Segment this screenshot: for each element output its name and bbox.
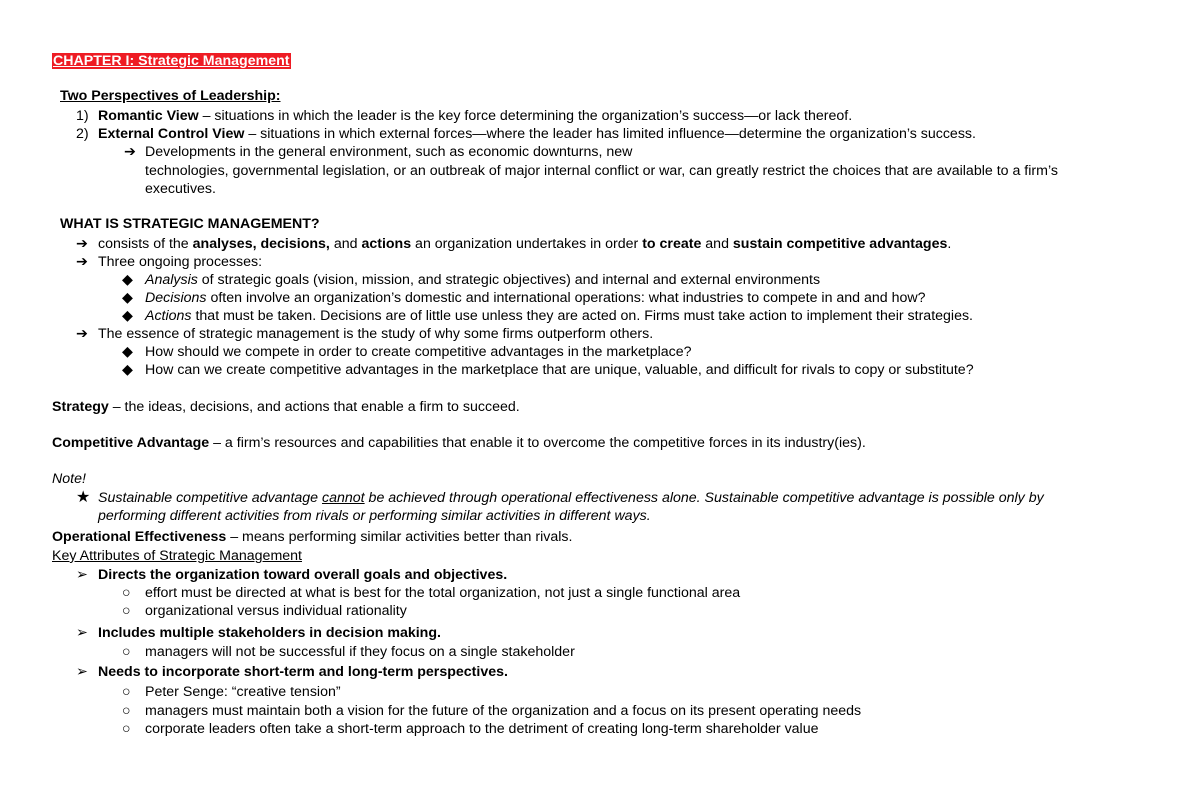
circle-bullet-icon: ○: [122, 603, 131, 619]
leadership-arrow-line-1: ➔ Developments in the general environment, such as economic downturns, new: [124, 144, 633, 160]
attribute-1-sub-1: ○ effort must be directed at what is best for the total organization, not just a single functional area: [122, 585, 741, 601]
arrow-icon: ➔: [124, 144, 136, 160]
leadership-item-2: 2) External Control View – situations in which external forces—where the leader has limited influence—determine the organization’s success.: [76, 126, 976, 142]
note-line-2: performing different activities from rivals or performing similar activities in different ways.: [98, 508, 651, 524]
circle-bullet-icon: ○: [122, 585, 131, 601]
key-attributes-heading: Key Attributes of Strategic Management: [52, 548, 302, 564]
circle-bullet-icon: ○: [122, 703, 131, 719]
essence-question-2: ◆ How can we create competitive advantages in the marketplace that are unique, valuable, and difficult for rivals to copy or substitute?: [122, 362, 974, 378]
diamond-icon: ◆: [122, 308, 133, 324]
process-actions: ◆ Actions that must be taken. Decisions are of little use unless they are acted on. Firms must take action to implement their strategies.: [122, 308, 973, 324]
note-label: Note!: [52, 471, 86, 487]
leadership-arrow-line-2: technologies, governmental legislation, or an outbreak of major internal conflict or war, can greatly restrict the choices that are available to a firm’s: [145, 163, 1058, 179]
attribute-2: ➢ Includes multiple stakeholders in decision making.: [76, 625, 441, 641]
star-icon: ★: [76, 489, 91, 506]
leadership-item-1: 1) Romantic View – situations in which the leader is the key force determining the organization’s success—or lack thereof.: [76, 108, 853, 124]
chevron-icon: ➢: [76, 625, 88, 641]
competitive-advantage-definition: Competitive Advantage – a firm’s resources and capabilities that enable it to overcome the competitive forces in its industry(ies).: [52, 435, 866, 451]
attribute-3-sub-1: ○ Peter Senge: “creative tension”: [122, 684, 341, 700]
leadership-arrow-line-3: executives.: [145, 181, 216, 197]
chevron-icon: ➢: [76, 567, 88, 583]
sm-essence: ➔ The essence of strategic management is the study of why some firms outperform others.: [76, 326, 654, 342]
process-decisions: ◆ Decisions often involve an organization’s domestic and international operations: what industries to compete in and and how?: [122, 290, 926, 306]
chapter-title: CHAPTER I: Strategic Management: [53, 53, 290, 69]
note-line-1: ★ Sustainable competitive advantage cannot be achieved through operational effectiveness alone. Sustainable competitive advantage is possible only by: [76, 489, 1044, 506]
operational-effectiveness: Operational Effectiveness – means performing similar activities better than rivals.: [52, 529, 573, 545]
arrow-icon: ➔: [76, 254, 88, 270]
attribute-3-sub-2: ○ managers must maintain both a vision for the future of the organization and a focus on its present operating needs: [122, 703, 862, 719]
diamond-icon: ◆: [122, 290, 133, 306]
strategy-definition: Strategy – the ideas, decisions, and actions that enable a firm to succeed.: [52, 399, 520, 415]
sm-three-processes: ➔ Three ongoing processes:: [76, 254, 263, 270]
diamond-icon: ◆: [122, 344, 133, 360]
chevron-icon: ➢: [76, 664, 88, 680]
diamond-icon: ◆: [122, 362, 133, 378]
arrow-icon: ➔: [76, 236, 88, 252]
sm-heading: WHAT IS STRATEGIC MANAGEMENT?: [60, 216, 320, 232]
circle-bullet-icon: ○: [122, 684, 131, 700]
circle-bullet-icon: ○: [122, 644, 131, 660]
diamond-icon: ◆: [122, 272, 133, 288]
arrow-icon: ➔: [76, 326, 88, 342]
sm-definition: ➔ consists of the analyses, decisions, and actions an organization undertakes in order to create and sustain competitive advantages.: [76, 236, 952, 252]
attribute-3: ➢ Needs to incorporate short-term and long-term perspectives.: [76, 664, 508, 680]
attribute-1: ➢ Directs the organization toward overall goals and objectives.: [76, 567, 508, 583]
process-analysis: ◆ Analysis of strategic goals (vision, mission, and strategic objectives) and internal and external environments: [122, 272, 821, 288]
attribute-2-sub-1: ○ managers will not be successful if they focus on a single stakeholder: [122, 644, 575, 660]
circle-bullet-icon: ○: [122, 721, 131, 737]
essence-question-1: ◆ How should we compete in order to create competitive advantages in the marketplace?: [122, 344, 692, 360]
attribute-1-sub-2: ○ organizational versus individual rationality: [122, 603, 407, 619]
leadership-heading: Two Perspectives of Leadership:: [60, 88, 281, 104]
attribute-3-sub-3: ○ corporate leaders often take a short-term approach to the detriment of creating long-term shareholder value: [122, 721, 819, 737]
